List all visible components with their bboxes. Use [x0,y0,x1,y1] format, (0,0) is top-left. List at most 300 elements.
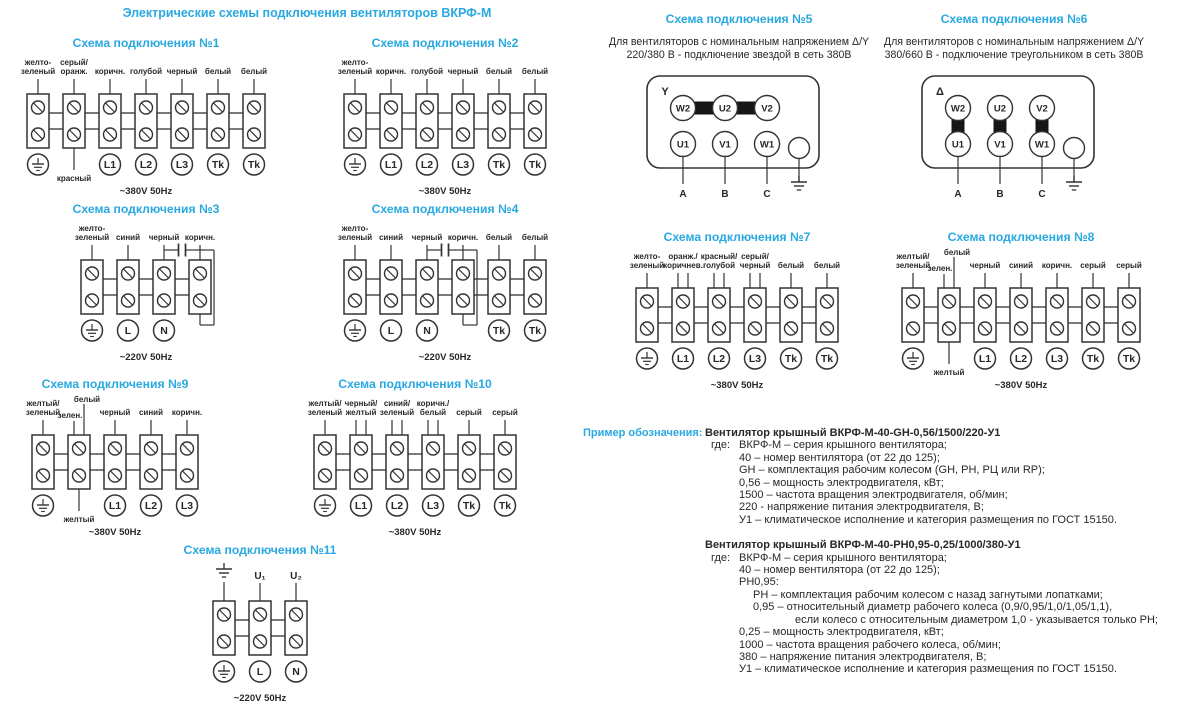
phase-circle [423,495,444,516]
phase-circle [136,154,157,175]
motor-terminal-circle [946,132,971,157]
motor-terminal-circle [1030,132,1055,157]
svg-text:черный: черный [969,261,1001,270]
terminal-block [285,601,307,655]
phase-circle [745,348,766,369]
svg-text:Tk: Tk [784,353,798,366]
ground-circle-icon [345,154,366,175]
example-title: Вентилятор крышный ВКРФ-М-40-РН0,95-0,25/1000/380-У1 [705,539,1021,552]
phase-circle [975,348,996,369]
terminal-block [171,94,193,148]
svg-text:желто-: желто- [341,224,369,233]
scheme-8 [876,230,1166,398]
terminal-block [488,260,510,314]
phase-circle [453,154,474,175]
svg-text:Δ: Δ [936,86,944,98]
example-line: 0,56 – мощность электродвигателя, кВт; [739,476,944,489]
phase-circle [172,154,193,175]
terminal-block [672,288,694,342]
svg-text:Y: Y [661,86,669,98]
svg-text:белый: белый [777,261,805,270]
example-lead: Пример обозначения: [583,427,703,439]
svg-text:синий: синий [1008,261,1034,270]
example-line: 40 – номер вентилятора (от 22 до 125); [739,564,940,577]
svg-text:оранж.: оранж. [60,67,88,76]
terminal-block [99,94,121,148]
svg-text:голубой: голубой [129,67,163,76]
svg-text:серый/: серый/ [60,58,88,67]
svg-text:L1: L1 [978,353,992,366]
terminal-block [708,288,730,342]
svg-text:V2: V2 [1036,103,1048,115]
terminal-block [213,601,235,655]
svg-text:L3: L3 [180,500,194,513]
scheme-9-diagram [21,395,209,545]
motor-terminal-circle [755,132,780,157]
scheme-8-title: Схема подключения №8 [947,230,1095,244]
svg-text:L3: L3 [175,159,189,172]
svg-text:Tk: Tk [1122,353,1136,366]
terminal-block [524,94,546,148]
scheme-6-title: Схема подключения №6 [940,12,1088,26]
svg-text:зелен.: зелен. [57,411,83,420]
svg-text:желто-: желто- [341,58,369,67]
scheme-10-title: Схема подключения №10 [338,377,492,391]
svg-text:белый: белый [240,67,268,76]
motor-terminal-circle [755,96,780,121]
scheme-3-diagram [70,220,222,370]
scheme-6 [880,12,1148,204]
terminal-block [494,435,516,489]
scheme-4 [325,202,565,370]
svg-text:черный: черный [148,233,180,242]
svg-text:W1: W1 [1034,139,1050,151]
svg-text:серый: серый [492,408,518,417]
ground-circle-icon [33,495,54,516]
terminal-block [27,94,49,148]
example-line: 0,95 – относительный диаметр рабочего колеса (0,9/0,95/1,0/1,05/1,1), [753,601,1113,614]
terminal-block [416,94,438,148]
motor-terminal-circle [988,96,1013,121]
svg-text:L2: L2 [144,500,158,513]
svg-text:Tk: Tk [1086,353,1100,366]
example-line: 380 – напряжение питания электродвигателя, В; [739,650,987,663]
svg-text:W2: W2 [950,103,966,115]
terminal-block [249,601,271,655]
svg-text:черный: черный [166,67,198,76]
ground-circle-icon [28,154,49,175]
svg-text:серый: серый [1116,261,1142,270]
example-line: 220 - напряжение питания электродвигателя, В; [739,501,984,514]
terminal-block [1082,288,1104,342]
terminal-block [344,94,366,148]
svg-text:L1: L1 [108,500,122,513]
example-body [705,439,1183,526]
ground-circle-icon [315,495,336,516]
svg-text:B: B [996,189,1004,200]
capacitor-icon [164,244,200,257]
svg-text:~220V 50Hz: ~220V 50Hz [418,352,472,363]
svg-text:Tk: Tk [528,325,542,338]
example-line: если колесо с относительным диаметром 1,0 - указывается только РН; [795,613,1158,626]
scheme-8-diagram [891,248,1151,398]
example-line: РН – комплектация рабочим колесом с назад загнутыми лопатками; [753,588,1103,601]
phase-circle [525,154,546,175]
svg-text:синий: синий [138,408,164,417]
phase-circle [387,495,408,516]
terminal-block [63,94,85,148]
svg-text:~380V 50Hz: ~380V 50Hz [388,527,442,538]
svg-text:C: C [1038,189,1046,200]
terminal-block [744,288,766,342]
terminal-block [1046,288,1068,342]
terminal-block [458,435,480,489]
phase-circle [1047,348,1068,369]
svg-text:~380V 50Hz: ~380V 50Hz [119,186,173,197]
phase-circle [1011,348,1032,369]
svg-text:белый: белый [204,67,232,76]
svg-text:~380V 50Hz: ~380V 50Hz [994,380,1048,391]
example-line: 1500 – частота вращения электродвигателя, об/мин; [739,489,1008,502]
where-label: где: [711,439,731,452]
svg-text:желтый/: желтый/ [26,399,60,408]
phase-circle [141,495,162,516]
svg-text:L: L [124,325,132,338]
scheme-5-diagram [639,70,839,204]
phase-circle [177,495,198,516]
motor-terminal-circle [671,96,696,121]
scheme-1-diagram [16,54,276,204]
terminal-block [189,260,211,314]
svg-text:зеленый: зеленый [307,408,343,417]
svg-text:черный: черный [99,408,131,417]
ground-circle-icon [903,348,924,369]
svg-text:зеленый: зеленый [337,233,373,242]
svg-text:синий: синий [115,233,141,242]
terminal-block [636,288,658,342]
terminal-block [1010,288,1032,342]
svg-text:белый: белый [943,248,971,257]
svg-text:коричн.: коричн. [184,233,216,242]
scheme-6-description: Для вентиляторов с номинальным напряжением Δ/Y 380/660 В - подключение треугольником в сеть 380В [883,36,1145,61]
phase-circle [381,154,402,175]
svg-text:белый: белый [485,233,513,242]
terminal-block [380,94,402,148]
ground-circle-icon [82,320,103,341]
example-line: 1000 – частота вращения рабочего колеса, об/мин; [739,638,1001,651]
svg-text:черный: черный [411,233,443,242]
motor-terminal-circle [671,132,696,157]
terminal-block [938,288,960,342]
terminal-block [81,260,103,314]
scheme-2-diagram [333,54,557,204]
svg-text:L1: L1 [384,159,398,172]
svg-text:Tk: Tk [492,325,506,338]
svg-text:Tk: Tk [528,159,542,172]
ground-icon [1066,176,1082,190]
svg-text:L2: L2 [390,500,404,513]
page-title: Электрические схемы подключения вентиляторов ВКРФ-М [122,6,492,20]
svg-text:~380V 50Hz: ~380V 50Hz [710,380,764,391]
svg-text:L1: L1 [354,500,368,513]
phase-circle [417,154,438,175]
terminal-block [416,260,438,314]
svg-text:серый: серый [456,408,482,417]
svg-text:зеленый: зеленый [25,408,61,417]
phase-circle [351,495,372,516]
svg-text:коричн./: коричн./ [416,399,450,408]
svg-text:коричн.: коричн. [171,408,203,417]
svg-text:серый/: серый/ [741,252,769,261]
phase-circle [417,320,438,341]
svg-text:A: A [954,189,962,200]
scheme-3 [10,202,282,370]
svg-text:белый: белый [521,67,549,76]
svg-text:синий: синий [378,233,404,242]
svg-text:B: B [721,189,729,200]
scheme-7-title: Схема подключения №7 [663,230,811,244]
motor-terminal-circle [713,96,738,121]
terminal-block [780,288,802,342]
scheme-5-title: Схема подключения №5 [665,12,813,26]
svg-text:серый: серый [1080,261,1106,270]
svg-text:желтый/: желтый/ [896,252,930,261]
terminal-block [488,94,510,148]
svg-text:U₂: U₂ [290,571,302,582]
svg-text:зелен.: зелен. [927,264,953,273]
svg-text:V1: V1 [719,139,731,151]
svg-text:C: C [763,189,771,200]
svg-text:V1: V1 [994,139,1006,151]
capacitor-icon [427,244,463,257]
phase-circle [1119,348,1140,369]
svg-text:L3: L3 [456,159,470,172]
scheme-10 [270,377,560,545]
svg-text:L3: L3 [426,500,440,513]
scheme-4-title: Схема подключения №4 [371,202,519,216]
where-label: где: [711,551,731,564]
scheme-11-title: Схема подключения №11 [183,543,337,557]
terminal-block [135,94,157,148]
svg-text:L2: L2 [420,159,434,172]
svg-text:Tk: Tk [211,159,225,172]
example-line: GH – комплектация рабочим колесом (GH, РН, РЦ или RP); [739,464,1045,477]
svg-text:Tk: Tk [820,353,834,366]
svg-text:зеленый: зеленый [20,67,56,76]
terminal-block [32,435,54,489]
example-title: Вентилятор крышный ВКРФ-М-40-GH-0,56/1500/220-У1 [705,427,1001,439]
svg-text:W2: W2 [675,103,691,115]
svg-text:зеленый: зеленый [379,408,415,417]
scheme-1 [10,36,282,204]
terminal-block [104,435,126,489]
svg-text:желтый: желтый [345,408,377,417]
svg-text:оранж./: оранж./ [668,252,698,261]
svg-text:коричн.: коричн. [1041,261,1073,270]
terminal-block [1118,288,1140,342]
svg-text:~380V 50Hz: ~380V 50Hz [88,527,142,538]
example-item [705,427,1183,526]
terminal-block [902,288,924,342]
scheme-6-diagram [914,70,1114,204]
svg-text:желтый: желтый [63,515,95,524]
phase-circle [208,154,229,175]
scheme-3-title: Схема подключения №3 [72,202,220,216]
ground-circle-icon [345,320,366,341]
svg-text:N: N [423,325,431,338]
svg-text:U1: U1 [676,139,690,151]
svg-text:N: N [160,325,168,338]
svg-text:Tk: Tk [247,159,261,172]
terminal-block [68,435,90,489]
terminal-block [344,260,366,314]
phase-circle [105,495,126,516]
terminal-block [386,435,408,489]
phase-circle [495,495,516,516]
svg-text:L3: L3 [1050,353,1064,366]
phase-circle [459,495,480,516]
svg-text:белый: белый [485,67,513,76]
svg-text:~220V 50Hz: ~220V 50Hz [119,352,173,363]
phase-circle [489,154,510,175]
svg-text:голубой: голубой [702,261,736,270]
svg-text:желто-: желто- [78,224,106,233]
scheme-10-diagram [303,395,527,545]
svg-text:черный: черный [739,261,771,270]
svg-text:зеленый: зеленый [337,67,373,76]
svg-text:желтый: желтый [933,368,965,377]
svg-text:белый: белый [521,233,549,242]
svg-text:U₁: U₁ [254,571,266,582]
phase-circle [709,348,730,369]
svg-text:U2: U2 [718,103,732,115]
terminal-block [140,435,162,489]
example-designation-block [583,427,1183,676]
scheme-2 [325,36,565,204]
svg-text:U1: U1 [951,139,965,151]
scheme-2-title: Схема подключения №2 [371,36,519,50]
svg-text:белый: белый [419,408,447,417]
svg-text:белый: белый [73,395,101,404]
svg-text:L2: L2 [712,353,726,366]
motor-terminal-circle [1030,96,1055,121]
svg-text:L: L [256,666,264,679]
phase-circle [100,154,121,175]
scheme-7-diagram [625,248,849,398]
scheme-11-diagram [202,561,318,711]
svg-text:синий/: синий/ [383,399,411,408]
phase-circle [1083,348,1104,369]
svg-text:красный/: красный/ [700,252,738,261]
terminal-block [974,288,996,342]
terminal-block [153,260,175,314]
svg-text:Tk: Tk [462,500,476,513]
scheme-11 [120,543,400,711]
phase-circle [525,320,546,341]
phase-circle [250,661,271,682]
terminal-block [314,435,336,489]
motor-terminal-circle [946,96,971,121]
svg-text:U2: U2 [993,103,1007,115]
terminal-block [176,435,198,489]
svg-text:Tk: Tk [498,500,512,513]
svg-text:зеленый: зеленый [895,261,931,270]
svg-text:A: A [679,189,687,200]
phase-circle [673,348,694,369]
svg-text:L: L [387,325,395,338]
terminal-block [422,435,444,489]
terminal-block [350,435,372,489]
terminal-block [452,260,474,314]
svg-text:L3: L3 [748,353,762,366]
example-line: У1 – климатическое исполнение и категория размещения по ГОСТ 15150. [739,513,1117,526]
example-line: ВКРФ-М – серия крышного вентилятора; [739,551,947,564]
ground-icon [216,563,232,577]
scheme-7 [592,230,882,398]
terminal-block [816,288,838,342]
motor-terminal-circle [713,132,738,157]
ground-circle-icon [214,661,235,682]
phase-circle [781,348,802,369]
ground-circle-icon [637,348,658,369]
phase-circle [817,348,838,369]
example-list [583,427,1183,676]
example-line: 40 – номер вентилятора (от 22 до 125); [739,451,940,464]
terminal-block [207,94,229,148]
ground-icon [791,176,807,190]
phase-circle [118,320,139,341]
svg-text:коричн.: коричн. [94,67,126,76]
scheme-9-title: Схема подключения №9 [41,377,189,391]
example-line: РН0,95: [739,576,779,589]
svg-text:желто-: желто- [24,58,52,67]
example-body [705,552,1183,676]
svg-text:голубой: голубой [410,67,444,76]
svg-text:коричнев.: коричнев. [663,261,703,270]
svg-text:желто-: желто- [633,252,661,261]
motor-terminal-circle [988,132,1013,157]
example-item [705,539,1183,675]
svg-text:L1: L1 [676,353,690,366]
phase-circle [381,320,402,341]
scheme-9 [0,377,230,545]
svg-text:V2: V2 [761,103,773,115]
svg-text:коричн.: коричн. [375,67,407,76]
svg-text:черный/: черный/ [344,399,378,408]
scheme-5 [603,12,875,204]
svg-text:W1: W1 [759,139,775,151]
svg-text:зеленый: зеленый [74,233,110,242]
phase-circle [154,320,175,341]
svg-text:~380V 50Hz: ~380V 50Hz [418,186,472,197]
svg-text:черный: черный [447,67,479,76]
phase-circle [489,320,510,341]
terminal-block [524,260,546,314]
svg-text:белый: белый [813,261,841,270]
svg-text:N: N [292,666,300,679]
svg-text:Tk: Tk [492,159,506,172]
svg-text:L2: L2 [139,159,153,172]
terminal-block [452,94,474,148]
terminal-block [243,94,265,148]
svg-text:L2: L2 [1014,353,1028,366]
scheme-4-diagram [333,220,557,370]
svg-text:L1: L1 [103,159,117,172]
svg-text:желтый/: желтый/ [308,399,342,408]
terminal-block [380,260,402,314]
scheme-1-title: Схема подключения №1 [72,36,220,50]
phase-circle [286,661,307,682]
